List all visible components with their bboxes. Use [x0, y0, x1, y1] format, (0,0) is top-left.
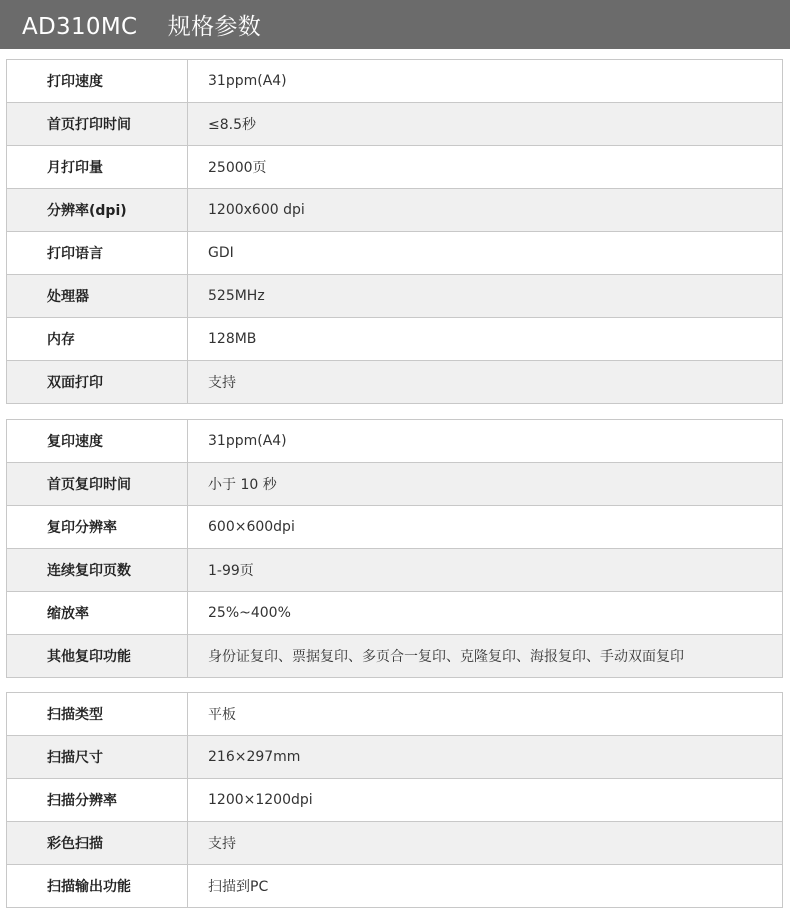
spec-label: 处理器 [7, 275, 188, 317]
spec-label: 其他复印功能 [7, 635, 188, 677]
spec-value: 支持 [208, 375, 236, 391]
spec-row [7, 635, 782, 678]
spec-row [7, 103, 782, 146]
spec-row [7, 779, 782, 822]
spec-row [7, 693, 782, 736]
spec-label: 扫描尺寸 [7, 736, 188, 778]
spec-label: 复印分辨率 [7, 506, 188, 548]
scan-specs-table [6, 692, 783, 908]
spec-label: 复印速度 [7, 420, 188, 462]
spec-value: GDI [208, 245, 234, 261]
spec-value: 扫描到PC [208, 879, 269, 895]
spec-value: 31ppm(A4) [208, 73, 287, 89]
spec-label: 扫描输出功能 [7, 865, 188, 907]
spec-row [7, 506, 782, 549]
spec-row [7, 549, 782, 592]
spec-label: 双面打印 [7, 361, 188, 403]
spec-row [7, 592, 782, 635]
spec-label: 分辨率(dpi) [7, 189, 188, 231]
spec-row [7, 189, 782, 232]
spec-row [7, 60, 782, 103]
spec-row [7, 463, 782, 506]
spec-value: 31ppm(A4) [208, 433, 287, 449]
spec-row [7, 318, 782, 361]
spec-value: 25%~400% [208, 605, 291, 621]
spec-row [7, 361, 782, 404]
spec-value: 身份证复印、票据复印、多页合一复印、克隆复印、海报复印、手动双面复印 [208, 649, 684, 665]
spec-value: 小于 10 秒 [208, 477, 277, 493]
spec-row [7, 232, 782, 275]
page-title: AD310MC 规格参数 [22, 14, 261, 40]
spec-label: 扫描分辨率 [7, 779, 188, 821]
spec-row [7, 865, 782, 908]
spec-label: 首页打印时间 [7, 103, 188, 145]
spec-row [7, 822, 782, 865]
spec-value: 1-99页 [208, 563, 254, 579]
spec-label: 扫描类型 [7, 693, 188, 735]
spec-value: 1200x600 dpi [208, 202, 305, 218]
spec-row [7, 736, 782, 779]
spec-value: 600×600dpi [208, 519, 295, 535]
spec-value: 1200×1200dpi [208, 792, 313, 808]
spec-value: 平板 [208, 707, 236, 723]
spec-label: 连续复印页数 [7, 549, 188, 591]
copy-specs-table [6, 419, 783, 678]
spec-label: 缩放率 [7, 592, 188, 634]
page-header [0, 0, 790, 49]
spec-label: 彩色扫描 [7, 822, 188, 864]
spec-value: 128MB [208, 331, 257, 347]
spec-label: 月打印量 [7, 146, 188, 188]
spec-value: 25000页 [208, 160, 267, 176]
spec-row [7, 146, 782, 189]
spec-value: ≤8.5秒 [208, 117, 256, 133]
spec-label: 首页复印时间 [7, 463, 188, 505]
print-specs-table [6, 59, 783, 404]
spec-label: 打印语言 [7, 232, 188, 274]
spec-label: 打印速度 [7, 60, 188, 102]
spec-row [7, 275, 782, 318]
spec-value: 216×297mm [208, 749, 301, 765]
spec-row [7, 420, 782, 463]
spec-value: 支持 [208, 836, 236, 852]
spec-label: 内存 [7, 318, 188, 360]
spec-value: 525MHz [208, 288, 265, 304]
